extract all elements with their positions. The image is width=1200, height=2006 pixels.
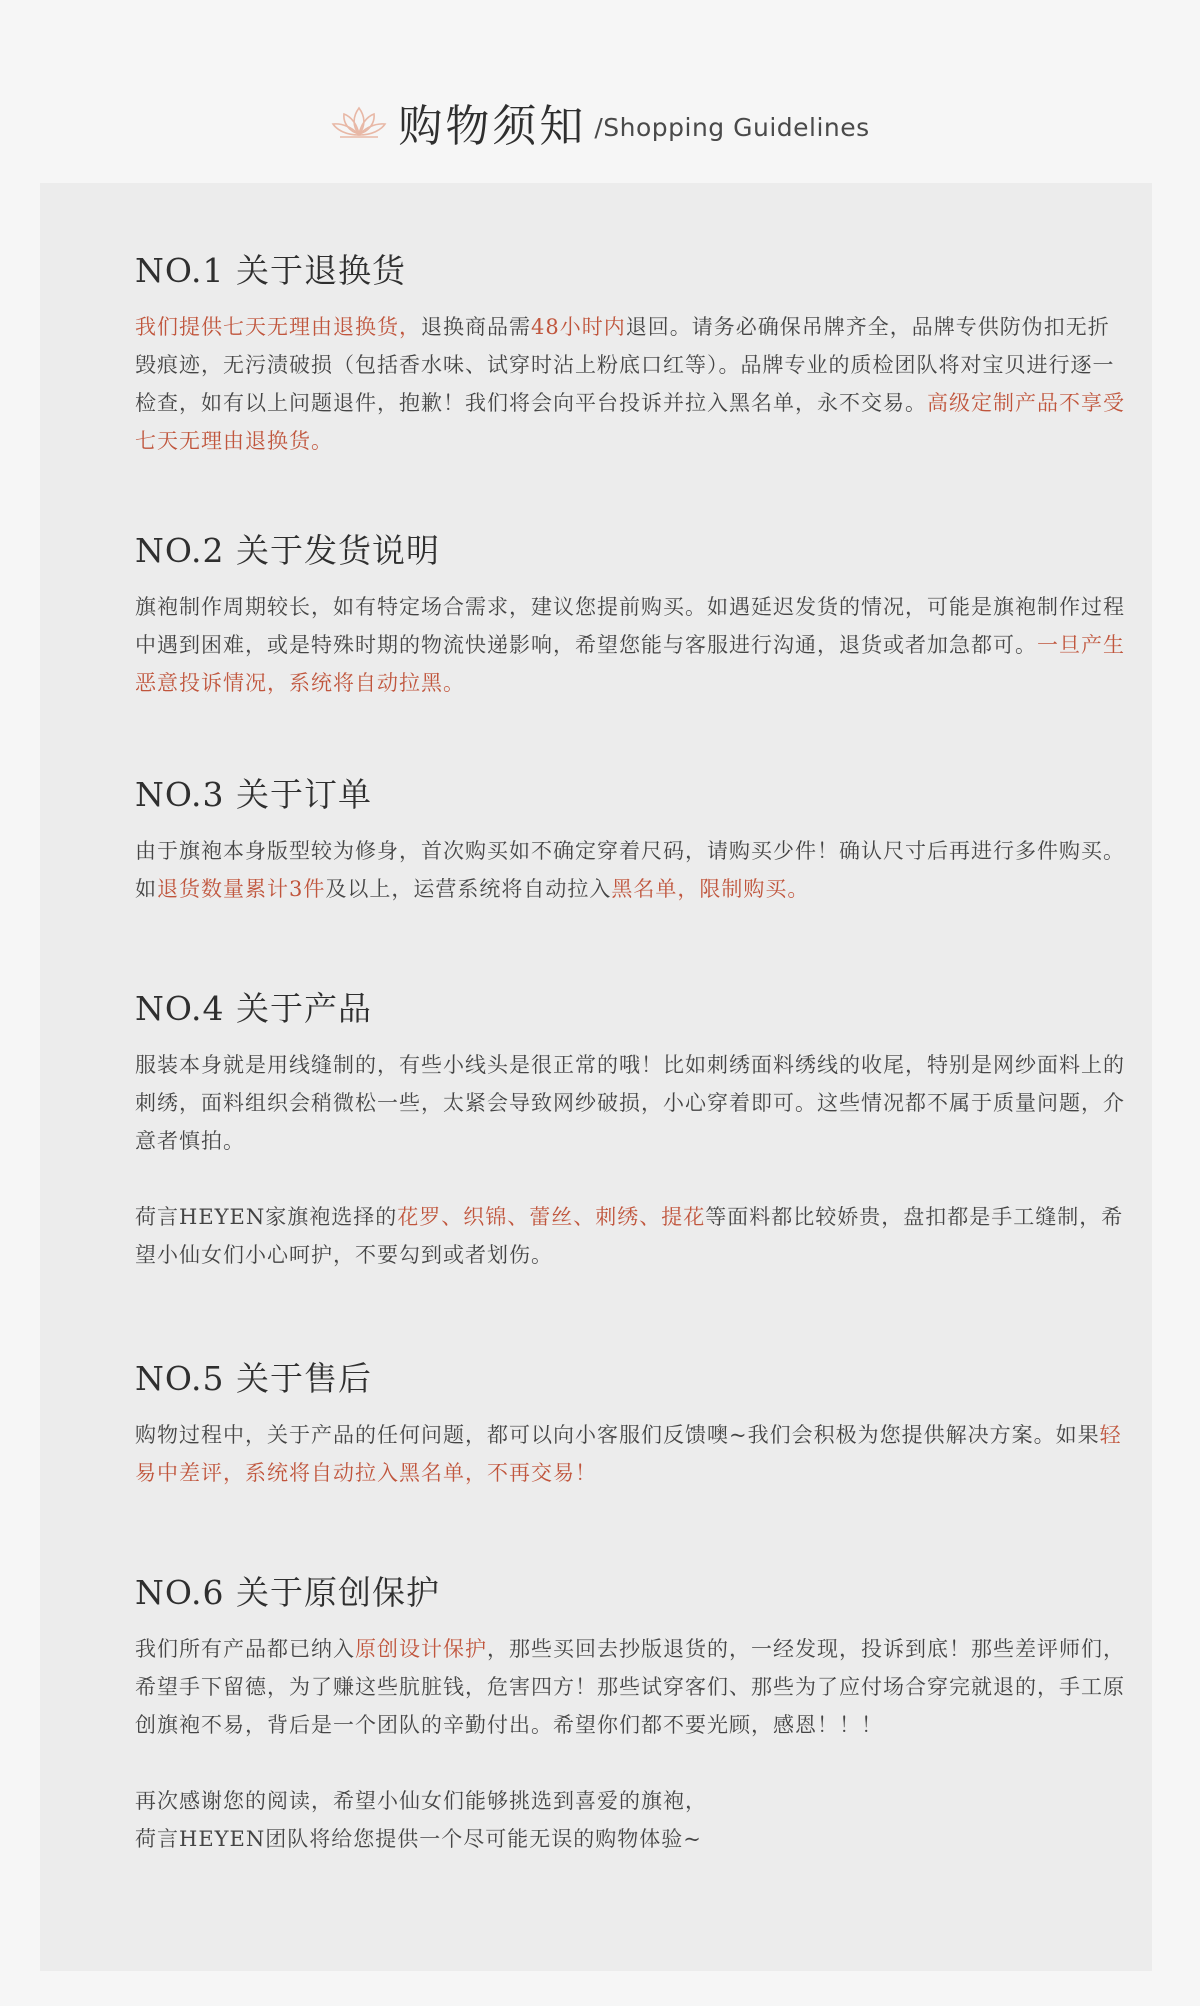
- section-title: NO.4 关于产品: [135, 989, 372, 1028]
- section-title: NO.2 关于发货说明: [135, 531, 440, 570]
- section-title: NO.5 关于售后: [135, 1359, 372, 1398]
- section-title: NO.3 关于订单: [135, 775, 372, 814]
- body-text: 我们所有产品都已纳入: [135, 1637, 355, 1661]
- highlight-text: 黑名单，限制购买。: [611, 877, 810, 901]
- body-text: 服装本身就是用线缝制的，有些小线头是很正常的哦！比如刺绣面料绣线的收尾，特别是网纱面料上的刺绣，面料组织会稍微松一些，太紧会导致网纱破损，小心穿着即可。这些情况都不属于质量问题，介意者慎拍。: [135, 1053, 1125, 1153]
- section-paragraph: [135, 1782, 1125, 1858]
- body-text: 再次感谢您的阅读，希望小仙女们能够挑选到喜爱的旗袍， 荷言HEYEN团队将给您提供一个尽可能无误的购物体验~: [135, 1789, 707, 1851]
- section-title: NO.1 关于退换货: [135, 251, 406, 290]
- page-title: 购物须知: [398, 101, 587, 152]
- body-text: 等面料都比较娇贵，盘扣都是手工缝制，希望小仙女们小心呵护，不要勾到或者划伤。: [135, 1205, 1124, 1267]
- page-header: [0, 92, 1200, 152]
- body-text: 荷言HEYEN家旗袍选择的: [135, 1205, 398, 1229]
- section-original-protection: [135, 1567, 1125, 1858]
- body-text: 退回。请务必确保吊牌齐全，品牌专供防伪扣无折毁痕迹，无污渍破损（包括香水味、试穿时沾上粉底口红等）。品牌专业的质检团队将对宝贝进行逐一检查，如有以上问题退件，抱歉！我们将会向平台投诉并拉入黑名单，永不交易。: [135, 315, 1115, 415]
- body-text: 退换商品需: [421, 315, 531, 339]
- section-paragraph: [135, 1198, 1125, 1274]
- body-text: 旗袍制作周期较长，如有特定场合需求，建议您提前购买。如遇延迟发货的情况，可能是旗袍制作过程中遇到困难，或是特殊时期的物流快递影响，希望您能与客服进行沟通，退货或者加急都可。: [135, 595, 1125, 657]
- section-paragraph: [135, 588, 1125, 702]
- section-shipping: [135, 525, 1125, 702]
- highlight-text: 高级定制产品不享受七天无理由退换货。: [135, 391, 1125, 453]
- section-paragraph: [135, 308, 1125, 460]
- body-text: 及以上，运营系统将自动拉入: [325, 877, 612, 901]
- page-subtitle: /Shopping Guidelines: [594, 112, 870, 142]
- guidelines-panel: [40, 183, 1152, 1971]
- highlight-text: 退货数量累计3件: [157, 877, 326, 901]
- highlight-text: 一旦产生恶意投诉情况，系统将自动拉黑。: [135, 633, 1125, 695]
- section-paragraph: [135, 1630, 1125, 1744]
- section-paragraph: [135, 832, 1125, 908]
- section-returns: [135, 245, 1125, 460]
- body-text: 购物过程中，关于产品的任何问题，都可以向小客服们反馈噢~我们会积极为您提供解决方案。如果: [135, 1423, 1100, 1447]
- section-title: NO.6 关于原创保护: [135, 1573, 440, 1612]
- lotus-icon: [330, 104, 388, 140]
- body-text: ，那些买回去抄版退货的，一经发现，投诉到底！那些差评师们，希望手下留德，为了赚这些肮脏钱，危害四方！那些试穿客们、那些为了应付场合穿完就退的，手工原创旗袍不易，背后是一个团队的辛勤付出。希望你们都不要光顾，感恩！！！: [135, 1637, 1125, 1737]
- section-after-sales: [135, 1353, 1125, 1492]
- highlight-text: 花罗、织锦、蕾丝、刺绣、提花: [397, 1205, 706, 1229]
- body-text: 由于旗袍本身版型较为修身，首次购买如不确定穿着尺码，请购买少件！确认尺寸后再进行多件购买。如: [135, 839, 1125, 901]
- section-orders: [135, 769, 1125, 908]
- highlight-text: 48小时内: [531, 315, 626, 339]
- highlight-text: 原创设计保护: [355, 1637, 487, 1661]
- highlight-text: 轻易中差评，系统将自动拉入黑名单，不再交易！: [135, 1423, 1122, 1485]
- highlight-text: 我们提供七天无理由退换货，: [135, 315, 421, 339]
- section-paragraph: [135, 1046, 1125, 1160]
- section-products: [135, 983, 1125, 1274]
- section-paragraph: [135, 1416, 1125, 1492]
